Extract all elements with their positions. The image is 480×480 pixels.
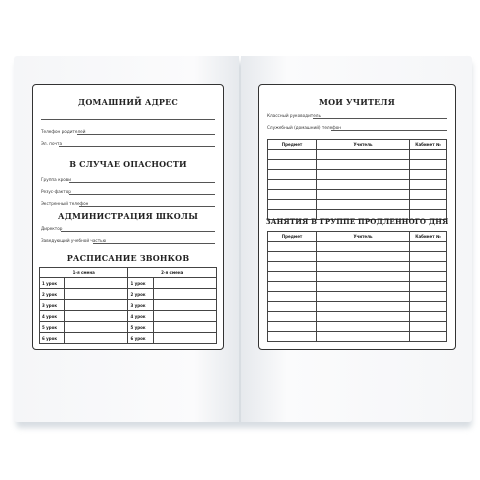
- table-row: [268, 242, 447, 252]
- time-cell: [153, 300, 216, 311]
- subject-header: Предмет: [268, 232, 317, 242]
- lesson-label: 1 урок: [128, 278, 153, 289]
- time-cell: [153, 333, 216, 344]
- table-row: [268, 190, 447, 200]
- table-row: [268, 332, 447, 342]
- emergency-title: В СЛУЧАЕ ОПАСНОСТИ: [69, 159, 187, 169]
- lesson-label: 4 урок: [128, 311, 153, 322]
- teachers-table: [267, 139, 447, 220]
- email-line: [59, 146, 215, 147]
- after-school-table: [267, 231, 447, 342]
- head-teacher-line: [93, 243, 215, 244]
- table-row: [40, 289, 217, 300]
- time-cell: [153, 311, 216, 322]
- room-header: Кабинет №: [410, 232, 447, 242]
- table-row: [268, 252, 447, 262]
- right-page-frame: [258, 84, 456, 350]
- office-phone-line: [331, 130, 447, 131]
- email-label: Эл. почта: [41, 141, 63, 146]
- table-row: [268, 160, 447, 170]
- home-address-title: ДОМАШНИЙ АДРЕС: [78, 97, 178, 107]
- table-row: [268, 170, 447, 180]
- time-cell: [65, 333, 128, 344]
- blood-group-line: [69, 182, 215, 183]
- parents-phone-line: [77, 134, 215, 135]
- table-row: [268, 312, 447, 322]
- lesson-label: 3 урок: [128, 300, 153, 311]
- table-row: [40, 322, 217, 333]
- lesson-label: 6 урок: [128, 333, 153, 344]
- table-row: [40, 311, 217, 322]
- bell-schedule-table: [39, 267, 217, 344]
- time-cell: [153, 289, 216, 300]
- time-cell: [65, 289, 128, 300]
- lesson-label: 1 урок: [40, 278, 65, 289]
- lesson-label: 5 урок: [40, 322, 65, 333]
- table-row: [268, 180, 447, 190]
- lesson-label: 3 урок: [40, 300, 65, 311]
- teacher-header: Учитель: [317, 232, 410, 242]
- time-cell: [65, 278, 128, 289]
- room-header: Кабинет №: [410, 140, 447, 150]
- time-cell: [65, 311, 128, 322]
- rh-factor-line: [69, 194, 215, 195]
- class-teacher-line: [313, 118, 447, 119]
- lesson-label: 5 урок: [128, 322, 153, 333]
- parents-phone-label: Телефон родителей: [41, 129, 86, 134]
- table-row: [40, 278, 217, 289]
- table-row: [268, 262, 447, 272]
- class-teacher-label: Классный руководитель: [267, 113, 321, 118]
- teacher-header: Учитель: [317, 140, 410, 150]
- lesson-label: 2 урок: [128, 289, 153, 300]
- lesson-label: 6 урок: [40, 333, 65, 344]
- after-school-title: ЗАНЯТИЯ В ГРУППЕ ПРОДЛЕННОГО ДНЯ: [265, 217, 449, 226]
- table-row: [268, 150, 447, 160]
- emergency-phone-label: Экстренный телефон: [41, 201, 89, 206]
- address-line: [41, 119, 215, 120]
- table-row: [268, 292, 447, 302]
- lesson-label: 4 урок: [40, 311, 65, 322]
- time-cell: [65, 300, 128, 311]
- bell-schedule-title: РАСПИСАНИЕ ЗВОНКОВ: [66, 253, 190, 263]
- table-row: [268, 200, 447, 210]
- lesson-label: 2 урок: [40, 289, 65, 300]
- table-row: [268, 302, 447, 312]
- time-cell: [65, 322, 128, 333]
- table-row: [40, 333, 217, 344]
- rh-factor-label: Резус-фактор: [41, 189, 71, 194]
- table-row: [268, 282, 447, 292]
- shift1-header: 1-я смена: [40, 268, 128, 278]
- director-label: Директор: [41, 226, 63, 231]
- administration-title: АДМИНИСТРАЦИЯ ШКОЛЫ: [57, 211, 199, 221]
- table-row: [268, 322, 447, 332]
- head-teacher-label: Заведующий учебной частью: [41, 238, 107, 243]
- table-row: [268, 272, 447, 282]
- table-row: [40, 300, 217, 311]
- teachers-title: МОИ УЧИТЕЛЯ: [319, 97, 395, 107]
- blood-group-label: Группа крови: [41, 177, 72, 182]
- director-line: [61, 231, 215, 232]
- emergency-phone-line: [79, 206, 215, 207]
- office-phone-label: Служебный (домашний) телефон: [267, 125, 342, 130]
- shift2-header: 2-я смена: [128, 268, 217, 278]
- time-cell: [153, 278, 216, 289]
- subject-header: Предмет: [268, 140, 317, 150]
- time-cell: [153, 322, 216, 333]
- left-page-frame: [32, 84, 224, 350]
